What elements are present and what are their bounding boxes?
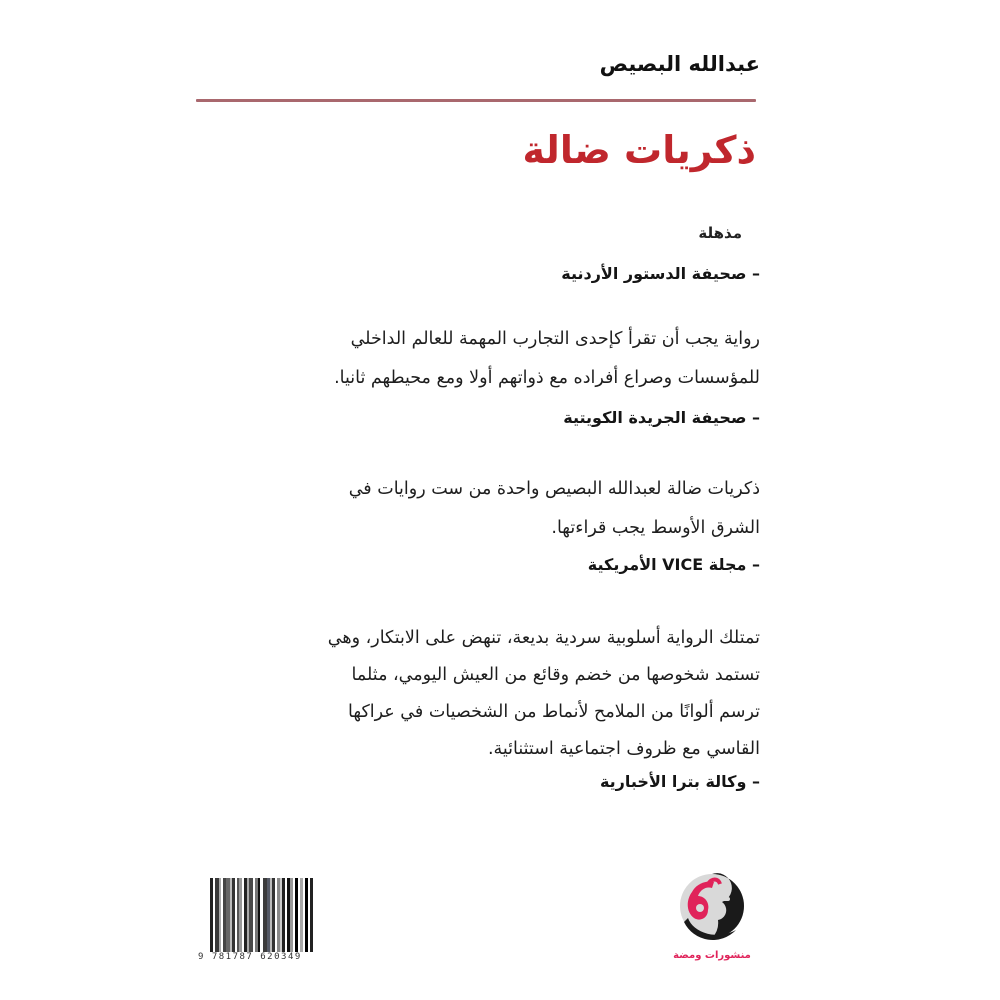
publisher-name: منشورات ومضة [673, 950, 751, 961]
quote-line: ذكريات ضالة لعبدالله البصيص واحدة من ست روايات في [348, 479, 760, 499]
header-divider [196, 99, 756, 102]
blurb-quote [242, 320, 760, 398]
blurb-source: – وكالة بترا الأخبارية [599, 772, 760, 791]
quote-line: الشرق الأوسط يجب قراءتها. [551, 518, 760, 538]
quote-line: القاسي مع ظروف اجتماعية استثنائية. [487, 739, 760, 759]
barcode-icon [210, 878, 324, 952]
book-title: ذكريات ضالة [522, 128, 756, 172]
blurb-source: – صحيفة الجريدة الكويتية [563, 408, 760, 427]
blurb-source: – مجلة VICE الأمريكية [587, 555, 760, 574]
publisher-logo-icon [678, 872, 746, 940]
blurb-quote: مذهلة [698, 224, 742, 242]
blurb-quote [242, 470, 760, 548]
blurb-source: – صحيفة الدستور الأردنية [561, 264, 760, 283]
blurb-quote [242, 620, 760, 768]
quote-line: للمؤسسات وصراع أفراده مع ذواتهم أولا ومع محيطهم ثانيا. [334, 368, 760, 388]
author-name: عبدالله البصيص [599, 52, 760, 76]
quote-line: رواية يجب أن تقرأ كإحدى التجارب المهمة للعالم الداخلي [350, 329, 760, 349]
quote-line: تستمد شخوصها من خضم وقائع من العيش اليومي، مثلما [351, 665, 760, 685]
isbn-number: 9 781787 620349 [198, 952, 302, 962]
quote-line: ترسم ألوانًا من الملامح لأنماط من الشخصيات في عراكها [348, 702, 760, 722]
quote-line: تمتلك الرواية أسلوبية سردية بديعة، تنهض على الابتكار، وهي [327, 628, 760, 648]
